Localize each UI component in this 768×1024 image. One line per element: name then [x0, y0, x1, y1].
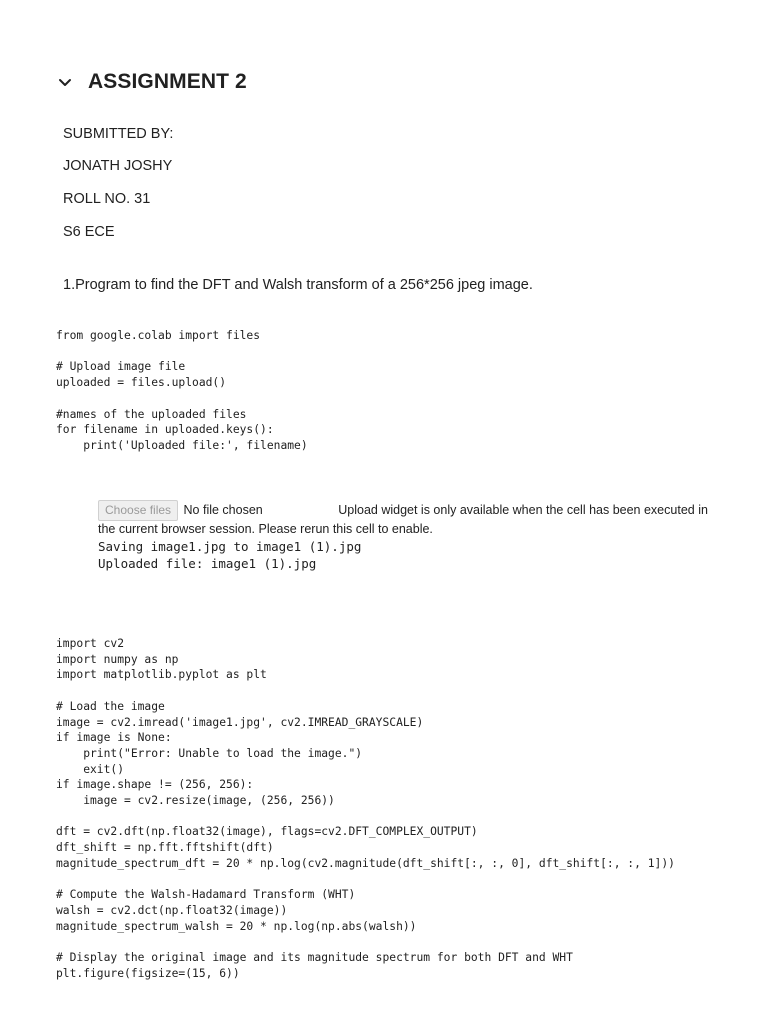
code-cell-upload[interactable]: from google.colab import files # Upload image file uploaded = files.upload() #names of the uploaded files for filename in uploaded.keys(): print('Uploaded file:', filename) — [56, 329, 308, 452]
output-text: Saving image1.jpg to image1 (1).jpg Uploaded file: image1 (1).jpg — [98, 539, 362, 571]
choose-files-button[interactable]: Choose files — [98, 500, 178, 521]
no-file-chosen-text: No file chosen — [183, 503, 263, 517]
cell-output-upload — [98, 500, 723, 572]
task-description: 1.Program to find the DFT and Walsh transform of a 256*256 jpeg image. — [63, 277, 533, 293]
upload-widget-message: Upload widget is only available when the cell has been executed in the current browser session. Please rerun this cell to enable. — [98, 503, 708, 536]
submitted-by-text: SUBMITTED BY: — [63, 126, 174, 142]
section-title: ASSIGNMENT 2 — [88, 70, 247, 93]
code-cell-transform[interactable]: import cv2 import numpy as np import matplotlib.pyplot as plt # Load the image image = cv2.imread('image1.jpg', cv2.IMREAD_GRAYSCALE) if image is None: print("Error: Unable to load the image.") exit() if image.shape != (256, 256): image = cv2.resize(image, (256, 256)) dft = cv2.dft(np.float32(image), flags=cv2.DFT_COMPLEX_OUTPUT) dft_shift = np.fft.fftshift(dft) magnitude_spectrum_dft = 20 * np.log(cv2.magnitude(dft_shift[:, :, 0], dft_shift[:, :, 1])) # Compute the Walsh-Hadamard Transform (WHT) walsh = cv2.dct(np.float32(image)) magnitude_spectrum_walsh = 20 * np.log(np.abs(walsh)) # Display the original image and its magnitude spectrum for both DFT and WHT plt.figure(figsize=(15, 6)) — [56, 637, 675, 980]
chevron-down-icon[interactable] — [56, 73, 74, 91]
section-heading — [56, 70, 247, 94]
roll-number-text: ROLL NO. 31 — [63, 191, 151, 207]
student-name-text: JONATH JOSHY — [63, 158, 173, 174]
class-text: S6 ECE — [63, 224, 115, 240]
